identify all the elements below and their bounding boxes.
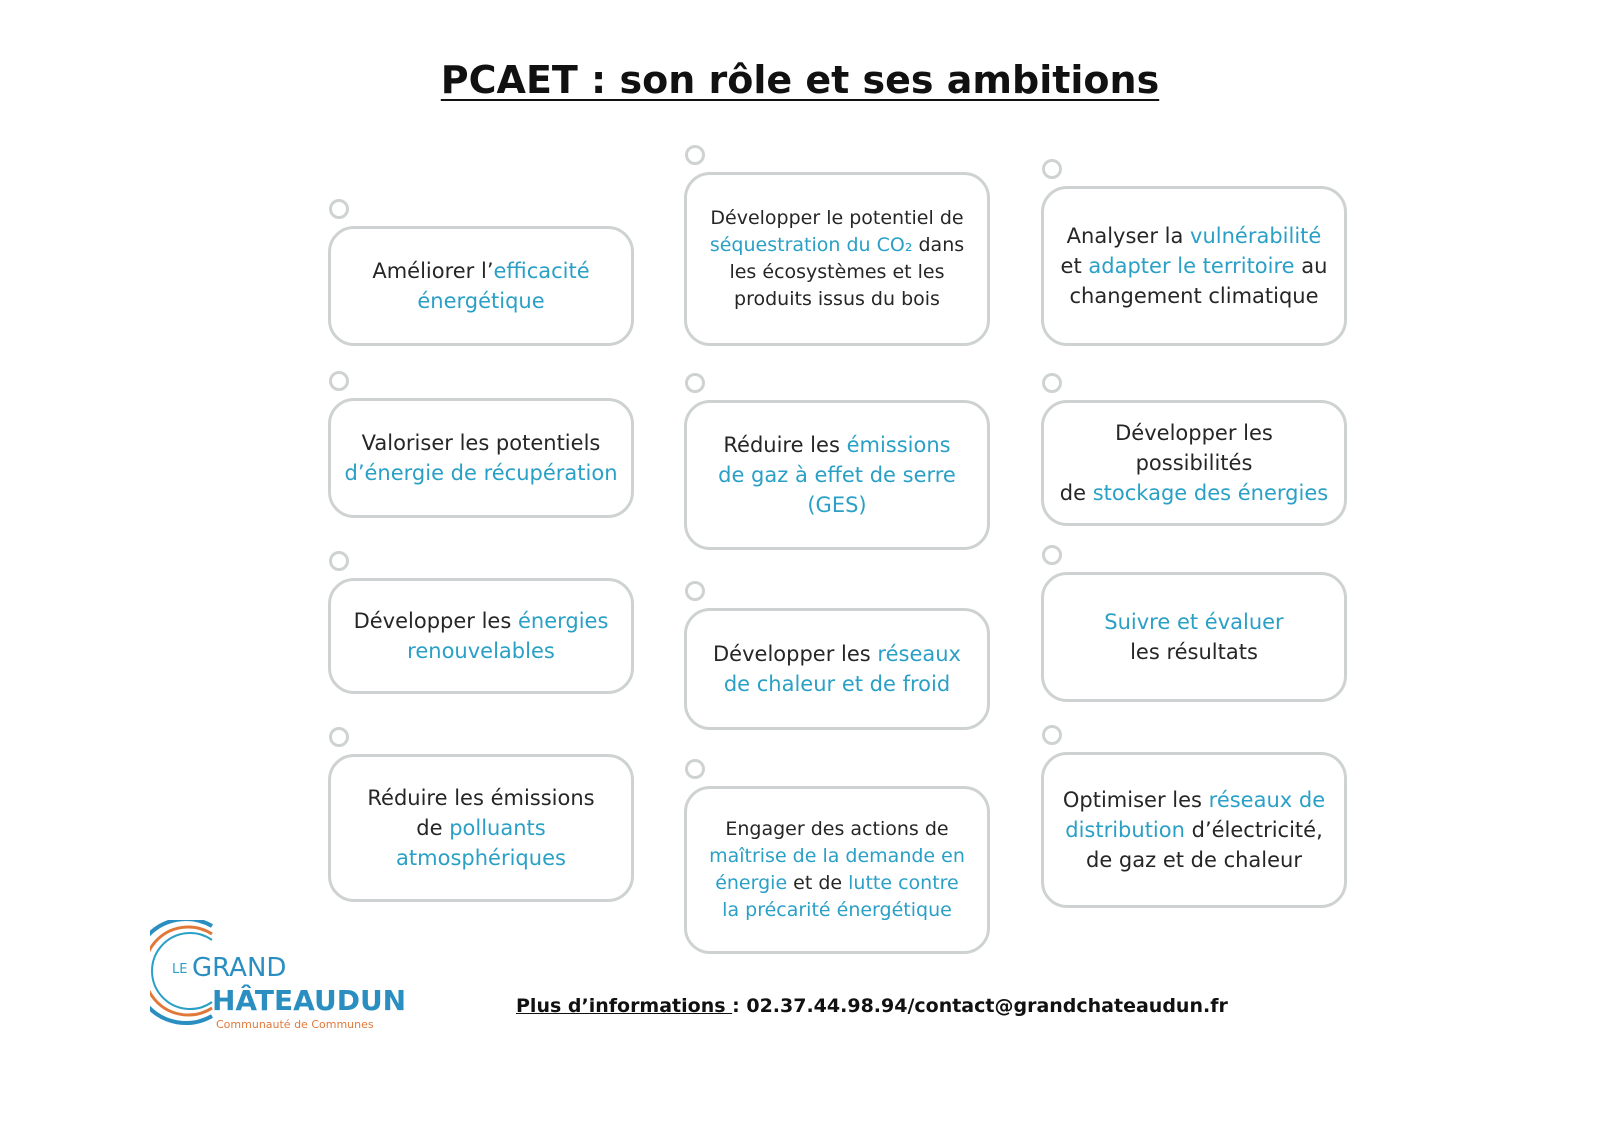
card-polluants-atmospheriques	[328, 754, 634, 902]
card-suivre-evaluer	[1041, 572, 1347, 702]
card-corner-ring	[329, 199, 349, 219]
card-corner-ring	[329, 371, 349, 391]
card-emissions-ges	[684, 400, 990, 550]
card-text: Développer les réseaux de chaleur et de froid	[713, 642, 961, 696]
card-corner-ring	[685, 759, 705, 779]
card-energie-recuperation	[328, 398, 634, 518]
card-text: Valoriser les potentiels d’énergie de récupération	[344, 431, 618, 485]
card-corner-ring	[1042, 545, 1062, 565]
card-corner-ring	[1042, 373, 1062, 393]
card-reseaux-chaleur	[684, 608, 990, 730]
card-corner-ring	[329, 551, 349, 571]
footer-contact-info[interactable]: : 02.37.44.98.94/contact@grandchateaudun.fr	[732, 995, 1228, 1017]
footer-label: Plus d’informations	[516, 995, 733, 1017]
card-efficacite-energetique	[328, 226, 634, 346]
card-corner-ring	[685, 145, 705, 165]
card-text: Développer le potentiel de séquestration du CO₂ dans les écosystèmes et les produits issus du bois	[709, 207, 965, 310]
card-text: Réduire les émissions de gaz à effet de serre (GES)	[718, 433, 956, 517]
card-text: Réduire les émissions de polluants atmosphériques	[367, 786, 595, 870]
card-vulnerabilite	[1041, 186, 1347, 346]
card-corner-ring	[685, 581, 705, 601]
card-reseaux-distribution	[1041, 752, 1347, 908]
card-corner-ring	[1042, 725, 1062, 745]
page-title: PCAET : son rôle et ses ambitions	[440, 58, 1160, 102]
card-stockage-energies	[1041, 400, 1347, 526]
card-text: Optimiser les réseaux de distribution d’électricité, de gaz et de chaleur	[1062, 788, 1326, 872]
card-corner-ring	[1042, 159, 1062, 179]
card-text: Suivre et évaluer les résultats	[1104, 610, 1284, 664]
card-corner-ring	[329, 727, 349, 747]
card-maitrise-demande	[684, 786, 990, 954]
card-sequestration-co2	[684, 172, 990, 346]
card-text: Développer les énergies renouvelables	[353, 609, 609, 663]
logo-subtitle: Communauté de Communes	[216, 1018, 374, 1031]
card-text: Améliorer l’efficacité énergétique	[372, 259, 590, 313]
card-text: Développer les possibilités de stockage des énergies	[1059, 421, 1329, 505]
card-energies-renouvelables	[328, 578, 634, 694]
logo-grand: GRAND	[192, 953, 287, 983]
footer-contact	[516, 995, 1228, 1017]
card-text: Engager des actions de maîtrise de la demande en énergie et de lutte contre la précarité énergétique	[709, 818, 965, 921]
logo-le: LE	[172, 962, 188, 977]
card-text: Analyser la vulnérabilité et adapter le territoire au changement climatique	[1060, 224, 1328, 308]
logo-chateaudun: HÂTEAUDUN	[212, 984, 407, 1017]
card-corner-ring	[685, 373, 705, 393]
